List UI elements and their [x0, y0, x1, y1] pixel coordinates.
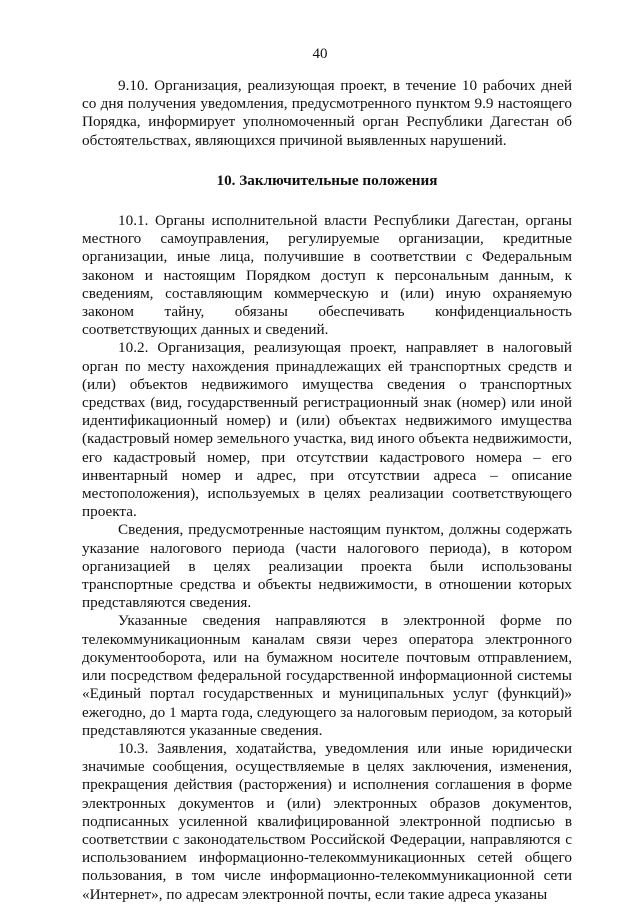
paragraph-submission-method: Указанные сведения направляются в электронной форме по телекоммуникационным каналам связи через оператора электронного документооборота, или на бумажном носителе почтовым отправлением, или посредством федеральной государственной информационной системы «Единый портал государственных и муниципальных услуг (функций)» ежегодно, до 1 марта года, следующего за налоговым периодом, за который представляются указанные сведения.	[82, 612, 572, 739]
paragraph-information-content: Сведения, предусмотренные настоящим пунктом, должны содержать указание налогового периода (части налогового периода), в котором организацией в целях реализации проекта были использованы транспортные средства и объекты недвижимости, в отношении которых представляются сведения.	[82, 521, 572, 612]
document-body	[82, 77, 572, 904]
section-heading: 10. Заключительные положения	[216, 171, 438, 189]
paragraph-10-3: 10.3. Заявления, ходатайства, уведомления или иные юридически значимые сообщения, осуществляемые в целях заключения, изменения, прекращения действия (расторжения) и исполнения соглашения в форме электронных документов и (или) электронных образов документов, подписанных усиленной квалифицированной электронной подписью в соответствии с законодательством Российской Федерации, направляются с использованием информационно-телекоммуникационных сетей общего пользования, в том числе информационно-телекоммуникационной сети «Интернет», по адресам электронной почты, если такие адреса указаны	[82, 739, 572, 903]
paragraph-10-2: 10.2. Организация, реализующая проект, направляет в налоговый орган по месту нахождения принадлежащих ей транспортных средств и (или) объектов недвижимого имущества сведения о транспортных средствах (вид, государственный регистрационный знак (номер) или иной идентификационный номер) и (или) объектах недвижимого имущества (кадастровый номер земельного участка, вид иного объекта недвижимости, его кадастровый номер, при отсутствии кадастрового номера – его инвентарный номер и адрес, при отсутствии адреса – описание местоположения), используемых в целях реализации соответствующего проекта.	[82, 339, 572, 521]
paragraph-10-1: 10.1. Органы исполнительной власти Республики Дагестан, органы местного самоуправления, регулируемые организации, кредитные организации, иные лица, получившие в соответствии с Федеральным законом и настоящим Порядком доступ к персональным данным, к сведениям, составляющим коммерческую и (или) иную охраняемую законом тайну, обязаны обеспечивать конфиденциальность соответствующих данных и сведений.	[82, 212, 572, 339]
paragraph-9-10: 9.10. Организация, реализующая проект, в течение 10 рабочих дней со дня получения уведомления, предусмотренного пунктом 9.9 настоящего Порядка, информирует уполномоченный орган Республики Дагестан об обстоятельствах, являющихся причиной выявленных нарушений.	[82, 77, 572, 149]
page-number: 40	[312, 46, 328, 62]
